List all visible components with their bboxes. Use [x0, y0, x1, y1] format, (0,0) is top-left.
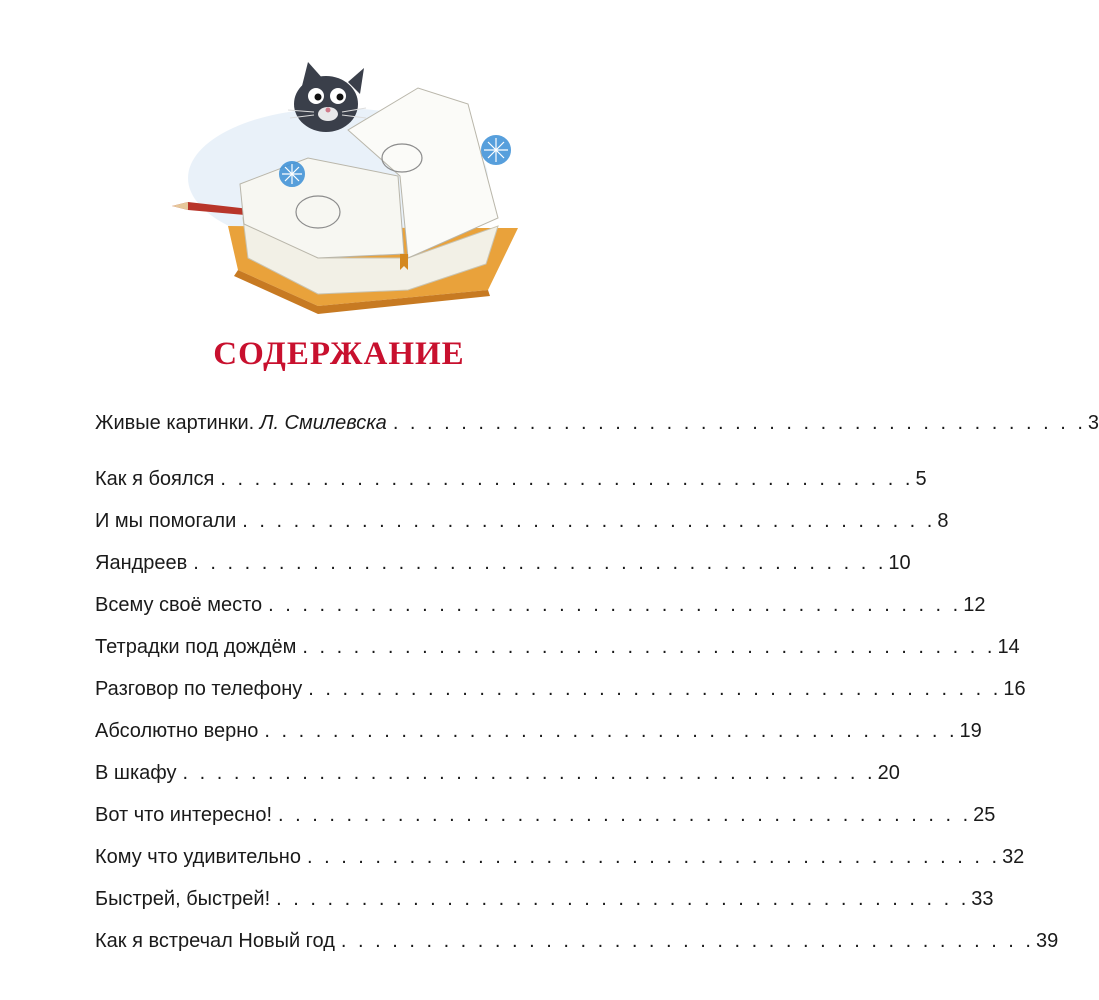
toc-entry[interactable]	[95, 756, 900, 790]
toc-entry-page: 5	[915, 468, 927, 490]
toc-entry[interactable]	[95, 714, 982, 748]
toc-entry[interactable]	[95, 798, 996, 832]
toc-entry-title: И мы помогали	[95, 510, 237, 532]
leader-dots: . . . . . . . . . . . . . . . . . . . . . . . . . . . . . . . . . . . . . . . . .	[278, 804, 972, 826]
toc-entry-title: Живые картинки.	[95, 412, 255, 434]
toc-entry[interactable]	[95, 462, 927, 496]
page-title: СОДЕРЖАНИЕ	[213, 336, 465, 372]
toc-entry[interactable]	[95, 630, 1020, 664]
toc-entry-title: В шкафу	[95, 762, 177, 784]
leader-dots: . . . . . . . . . . . . . . . . . . . . . . . . . . . . . . . . . . . . . . . . .	[340, 930, 1034, 952]
toc-entry[interactable]	[95, 406, 1099, 440]
toc-entry[interactable]	[95, 924, 1059, 958]
toc-entry-page: 25	[973, 804, 996, 826]
leader-dots: . . . . . . . . . . . . . . . . . . . . . . . . . . . . . . . . . . . . . . . . .	[392, 412, 1086, 434]
toc-entry-page: 19	[959, 720, 982, 742]
toc-entry[interactable]	[95, 672, 1026, 706]
toc-entry-title: Разговор по телефону	[95, 678, 303, 700]
leader-dots: . . . . . . . . . . . . . . . . . . . . . . . . . . . . . . . . . . . . . . . . .	[193, 552, 887, 574]
toc-entry-title: Яандреев	[95, 552, 188, 574]
leader-dots: . . . . . . . . . . . . . . . . . . . . . . . . . . . . . . . . . . . . . . . . .	[182, 762, 876, 784]
leader-dots: . . . . . . . . . . . . . . . . . . . . . . . . . . . . . . . . . . . . . . . . .	[264, 720, 958, 742]
toc-entry-title: Быстрей, быстрей!	[95, 888, 271, 910]
toc-entry-title: Кому что удивительно	[95, 846, 301, 868]
leader-dots: . . . . . . . . . . . . . . . . . . . . . . . . . . . . . . . . . . . . . . . . .	[268, 594, 962, 616]
toc-entry-page: 39	[1035, 930, 1059, 952]
toc-entry[interactable]	[95, 882, 994, 916]
toc-entry-title: Как я боялся	[95, 468, 215, 490]
toc-entry-title: Тетрадки под дождём	[95, 636, 297, 658]
leader-dots: . . . . . . . . . . . . . . . . . . . . . . . . . . . . . . . . . . . . . . . . .	[220, 468, 914, 490]
toc-entry-page: 20	[877, 762, 900, 784]
toc-entry-page: 33	[971, 888, 994, 910]
toc-entry[interactable]	[95, 504, 949, 538]
toc-entry-title: Как я встречал Новый год	[95, 930, 335, 952]
toc-entry-author: Л. Смилевска	[259, 412, 387, 434]
toc-entry-page: 10	[888, 552, 911, 574]
toc-entry-title: Всему своё место	[95, 594, 263, 616]
cat-with-book-illustration	[168, 58, 524, 320]
toc-entry[interactable]	[95, 840, 1025, 874]
leader-dots: . . . . . . . . . . . . . . . . . . . . . . . . . . . . . . . . . . . . . . . . .	[302, 636, 996, 658]
toc-entry-page: 14	[997, 636, 1020, 658]
toc-entry[interactable]	[95, 546, 911, 580]
toc-entry[interactable]	[95, 588, 986, 622]
leader-dots: . . . . . . . . . . . . . . . . . . . . . . . . . . . . . . . . . . . . . . . . .	[308, 678, 1002, 700]
book-cat-icon	[168, 58, 524, 320]
leader-dots: . . . . . . . . . . . . . . . . . . . . . . . . . . . . . . . . . . . . . . . . .	[276, 888, 970, 910]
toc-entry-page: 8	[937, 510, 949, 532]
leader-dots: . . . . . . . . . . . . . . . . . . . . . . . . . . . . . . . . . . . . . . . . .	[306, 846, 1001, 868]
leader-dots: . . . . . . . . . . . . . . . . . . . . . . . . . . . . . . . . . . . . . . . . .	[242, 510, 936, 532]
toc-entry-page: 12	[963, 594, 986, 616]
toc-entry-page: 32	[1002, 846, 1025, 868]
toc-entry-page: 16	[1003, 678, 1026, 700]
toc-entry-page: 3	[1087, 412, 1099, 434]
toc-entry-title: Вот что интересно!	[95, 804, 273, 826]
toc-entry-title: Абсолютно верно	[95, 720, 259, 742]
